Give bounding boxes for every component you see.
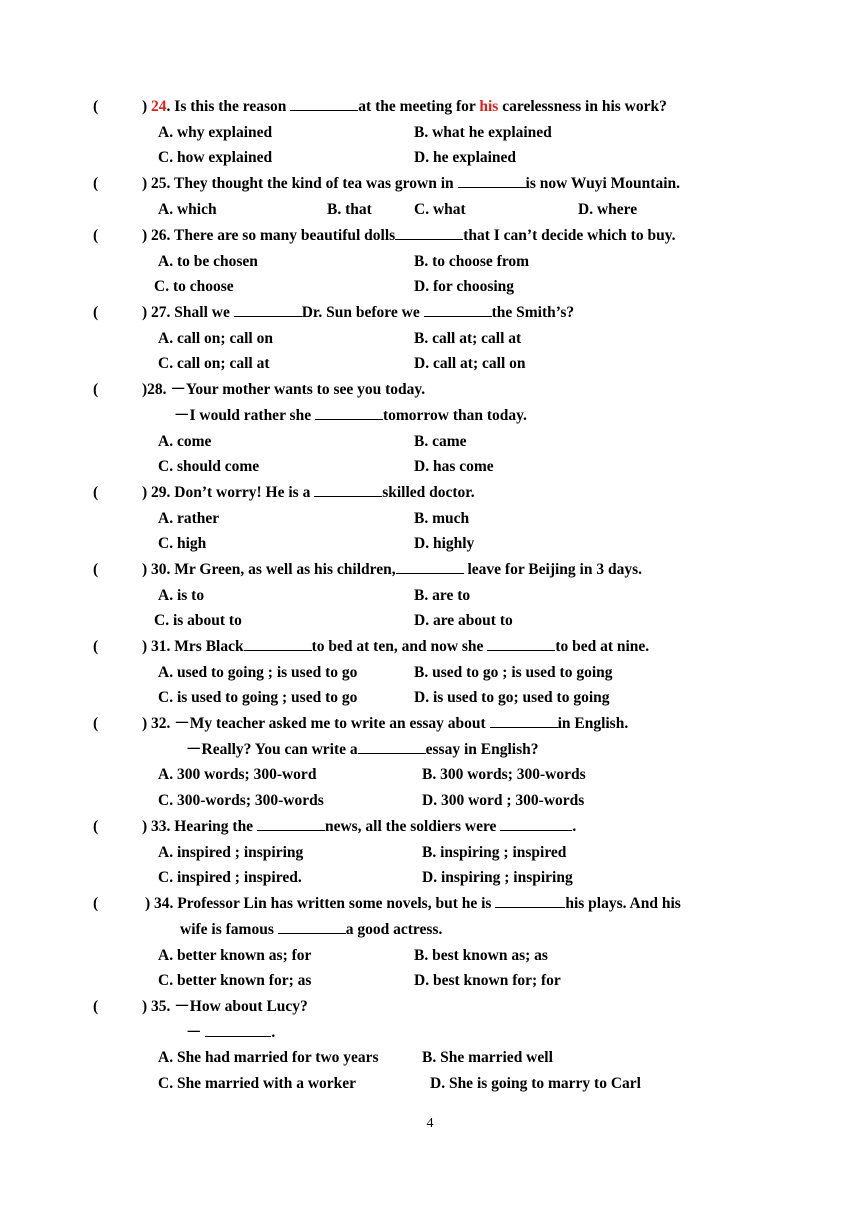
question-26-stem: ( ) 26. There are so many beautiful dolls that I can’t decide which to buy.: [93, 227, 676, 244]
question-35-options-cd: [0, 1072, 860, 1096]
answer-blank: [458, 173, 526, 188]
option-a: A. why explained: [158, 124, 273, 141]
question-27-stem: ( ) 27. Shall we Dr. Sun before we the Smith’s?: [93, 304, 575, 321]
answer-blank: [314, 482, 382, 497]
option-d: D. has come: [414, 458, 494, 475]
question-26-options-ab: [0, 250, 860, 274]
question-24-options-cd: [0, 146, 860, 170]
page-number: 4: [426, 1116, 434, 1131]
option-a: A. call on; call on: [158, 330, 273, 347]
option-d: D. highly: [414, 535, 475, 552]
option-d: D. is used to go; used to going: [414, 689, 610, 706]
option-d: D. he explained: [414, 149, 517, 166]
question-34-options-ab: [0, 944, 860, 968]
option-c: C. call on; call at: [158, 355, 270, 372]
question-31-stem: ( ) 31. Mrs Black to bed at ten, and now she to bed at nine.: [93, 638, 650, 655]
option-c: C. is about to: [154, 612, 242, 629]
answer-blank: [424, 302, 492, 317]
option-a: A. better known as; for: [158, 947, 312, 964]
question-28-options-ab: [0, 430, 860, 454]
answer-blank: [205, 1022, 271, 1037]
option-d: D. 300 word ; 300-words: [422, 792, 585, 809]
option-a: A. rather: [158, 510, 220, 527]
answer-blank: [358, 739, 426, 754]
option-a: A. which: [158, 201, 217, 218]
option-b: B. She married well: [422, 1049, 553, 1066]
option-a: A. inspired ; inspiring: [158, 844, 304, 861]
option-b: B. much: [414, 510, 470, 527]
option-c: C. should come: [158, 458, 260, 475]
question-34-options-cd: [0, 969, 860, 993]
question-27-options-ab: [0, 327, 860, 351]
answer-blank: [244, 636, 312, 651]
answer-blank: [278, 919, 346, 934]
option-d: D. are about to: [414, 612, 513, 629]
question-30-options-ab: [0, 584, 860, 608]
option-b: B. are to: [414, 587, 471, 604]
question-33-stem: ( ) 33. Hearing the news, all the soldiers were .: [93, 818, 577, 835]
question-32-options-ab: [0, 763, 860, 787]
question-28-reply: －I would rather she tomorrow than today.: [174, 407, 527, 424]
question-32-stem: ( ) 32. －My teacher asked me to write an essay about in English.: [93, 715, 629, 732]
option-b: B. what he explained: [414, 124, 552, 141]
question-28-options-cd: [0, 455, 860, 479]
option-a: A. is to: [158, 587, 205, 604]
option-a: A. 300 words; 300-word: [158, 766, 317, 783]
question-32-reply: －Really? You can write a essay in English?: [186, 741, 539, 758]
option-b: B. that: [327, 201, 372, 218]
question-29-options-cd: [0, 532, 860, 556]
option-d: D. She is going to marry to Carl: [430, 1075, 641, 1092]
option-d: D. inspiring ; inspiring: [422, 869, 573, 886]
option-b: B. best known as; as: [414, 947, 548, 964]
question-26-options-cd: [0, 275, 860, 299]
option-a: A. to be chosen: [158, 253, 258, 270]
option-c: C. 300-words; 300-words: [158, 792, 324, 809]
option-c: C. high: [158, 535, 207, 552]
answer-blank: [234, 302, 302, 317]
question-27-options-cd: [0, 352, 860, 376]
option-c: C. what: [414, 201, 466, 218]
question-33-options-ab: [0, 841, 860, 865]
option-c: C. is used to going ; used to go: [158, 689, 358, 706]
answer-blank: [290, 96, 358, 111]
question-33-options-cd: [0, 866, 860, 890]
question-32-options-cd: [0, 789, 860, 813]
question-28-stem: ( )28. －Your mother wants to see you today.: [93, 381, 426, 398]
option-c: C. better known for; as: [158, 972, 312, 989]
question-35-reply: － .: [186, 1024, 276, 1041]
option-d: D. best known for; for: [414, 972, 561, 989]
question-25-stem: ( ) 25. They thought the kind of tea was grown in is now Wuyi Mountain.: [93, 175, 680, 192]
option-d: D. for choosing: [414, 278, 515, 295]
answer-blank: [490, 713, 558, 728]
question-24-stem: ( ) 24. Is this the reason at the meeting for his carelessness in his work?: [93, 98, 667, 115]
question-29-stem: ( ) 29. Don’t worry! He is a skilled doctor.: [93, 484, 475, 501]
option-c: C. She married with a worker: [158, 1075, 357, 1092]
option-a: A. used to going ; is used to go: [158, 664, 358, 681]
option-a: A. She had married for two years: [158, 1049, 379, 1066]
option-b: B. used to go ; is used to going: [414, 664, 613, 681]
question-35-stem: ( ) 35. －How about Lucy?: [93, 998, 308, 1015]
question-24-options-ab: [0, 121, 860, 145]
option-b: B. inspiring ; inspired: [422, 844, 567, 861]
question-30-options-cd: [0, 609, 860, 633]
answer-blank: [495, 893, 565, 908]
option-a: A. come: [158, 433, 212, 450]
highlighted-word: his: [479, 98, 499, 115]
option-b: B. call at; call at: [414, 330, 522, 347]
question-34-stem-continued: wife is famous a good actress.: [180, 921, 443, 938]
option-c: C. how explained: [158, 149, 273, 166]
answer-blank: [396, 559, 464, 574]
option-d: D. where: [578, 201, 638, 218]
question-number-highlight: 24: [151, 98, 167, 115]
question-30-stem: ( ) 30. Mr Green, as well as his children, leave for Beijing in 3 days.: [93, 561, 642, 578]
question-34-stem: ( ) 34. Professor Lin has written some novels, but he is his plays. And his: [93, 895, 681, 912]
question-25-options: [0, 198, 860, 222]
option-c: C. to choose: [154, 278, 234, 295]
option-d: D. call at; call on: [414, 355, 526, 372]
option-b: B. 300 words; 300-words: [422, 766, 586, 783]
question-35-options-ab: [0, 1046, 860, 1070]
answer-blank: [395, 225, 463, 240]
question-29-options-ab: [0, 507, 860, 531]
question-31-options-ab: [0, 661, 860, 685]
answer-blank: [315, 405, 383, 420]
option-b: B. to choose from: [414, 253, 530, 270]
answer-blank: [500, 816, 572, 831]
option-b: B. came: [414, 433, 467, 450]
option-c: C. inspired ; inspired.: [158, 869, 302, 886]
answer-blank: [257, 816, 325, 831]
question-31-options-cd: [0, 686, 860, 710]
answer-blank: [487, 636, 555, 651]
